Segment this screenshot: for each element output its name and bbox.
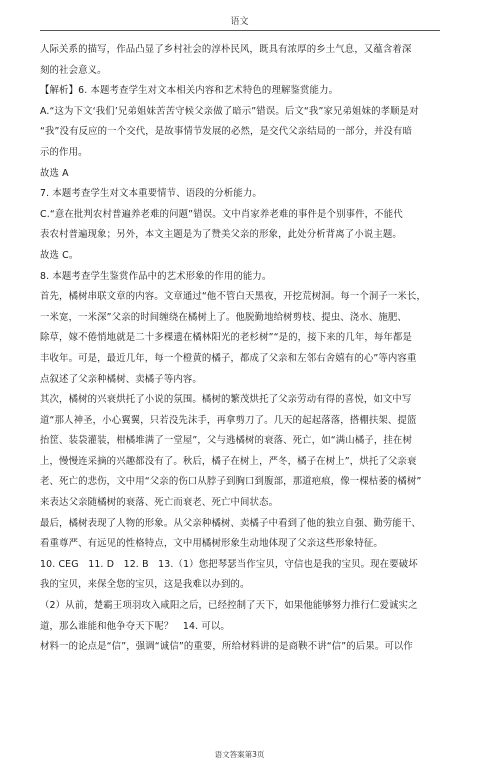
question-heading: 8. 本题考查学生鉴赏作品中的艺术形象的作用的能力。 xyxy=(40,270,272,282)
text-line: 抬筐、装袋灌装，柑橘堆满了一堂屋”，父与逃橘树的衰落、死亡，如“满山橘子，挂在树 xyxy=(40,435,412,447)
analysis-heading: 【解析】6. 本题考查学生对文本相关内容和艺术特色的理解鉴赏能力。 xyxy=(40,85,339,97)
answer-choice: 故选 C。 xyxy=(40,249,79,261)
header-divider xyxy=(40,30,440,31)
text-line: 10. CEG 11. D 12. B 13.（1）您把琴瑟当作宝贝，守信也是我的宝贝。现在要破坏 xyxy=(40,558,418,570)
text-line: 我的宝贝，来保全您的宝贝，这是我难以办到的。 xyxy=(40,579,250,591)
answer-body xyxy=(40,40,440,658)
text-line: 道“那人神圣，小心翼翼，只若没先沫手，再拿剪刀了。几天的起起落落，搭棚扶架、提篮 xyxy=(40,414,417,426)
text-line: 最后，橘树表现了人物的形象。从父亲种橘树、卖橘子中看到了他的独立自强、勤劳能干、 xyxy=(40,517,422,529)
text-line: 道，那么谁能和他争夺天下呢？ 14. 可以。 xyxy=(40,620,230,632)
text-line: （2）从前，楚霸王项羽攻入咸阳之后，已经控制了天下，如果他能够努力推行仁爱诚实之 xyxy=(40,600,418,612)
answer-choice: 故选 A xyxy=(40,167,69,179)
text-line: C.“意在批判农村普遍养老难的问题”错误。文中肖家养老难的事件是个别事件，不能代 xyxy=(40,208,403,220)
text-line: 人际关系的描写，作品凸显了乡村社会的淳朴民风，既具有浓厚的乡土气息，又蕴含着深 xyxy=(40,44,412,55)
page-footer: 语文答案第3页 xyxy=(214,750,265,759)
question-heading: 7. 本题考查学生对文本重要情节、语段的分析能力。 xyxy=(40,188,262,200)
text-line: 刻的社会意义。 xyxy=(40,64,107,76)
text-line: A.“这为下文‘我们’兄弟姐妹苦苦守候父亲做了暗示”错误。后文“我”家兄弟姐妹的孝顺是对 xyxy=(40,105,419,117)
text-line: 除草，嫁不倦悄地就是二十多棵遗在橘林阳光的老杉树”“是的，接下来的几年，每年都是 xyxy=(40,332,412,344)
text-line: “我”没有反应的一个交代，是故事情节发展的必然，是交代父亲结局的一部分，并没有暗 xyxy=(40,126,412,138)
text-line: 来表达父亲随橘树的衰落、死亡而衰老、死亡中间状态。 xyxy=(40,497,279,509)
page-header: 语文 xyxy=(230,17,249,27)
text-line: 首先，橘树串联文章的内容。文章通过“他不管白天黑夜，开挖荒树洞。每一个洞子一米长， xyxy=(40,291,427,303)
text-line: 材料一的论点是“信”，强调“诚信”的重要，所给材料讲的是商鞅不讲“信”的后果。可以作 xyxy=(40,641,413,653)
text-line: 一米宽，一米深”父亲的时间缠绕在橘树上了。他脱勤地给树剪枝、提虫、浇水、施肥、 xyxy=(40,311,407,323)
text-line: 其次，橘树的兴衰烘托了小说的氛围。橘树的繁茂烘托了父亲劳动有得的喜悦，如文中写 xyxy=(40,394,412,406)
text-line: 丰收年。可是，最近几年，每一个橙黄的橘子，都成了父亲和左邻右舍嬉有的心”等内容重 xyxy=(40,352,417,364)
text-line: 点叙述了父亲种橘树、卖橘子等内容。 xyxy=(40,373,202,385)
text-line: 表农村普遍现象；另外，本文主题是为了赞美父亲的形象，此处分析背离了小说主题。 xyxy=(40,229,402,241)
text-line: 上，慢慢连采摘的兴趣都没有了。秋后，橘子在树上，严冬，橘子在树上”，烘托了父亲衰 xyxy=(40,455,417,467)
text-line: 看重尊严、有远见的性格特点，文中用橘树形象生动地体现了父亲这些形象特征。 xyxy=(40,538,383,550)
text-line: 示的作用。 xyxy=(40,146,88,158)
text-line: 老、死亡的悲伤，文中用“父亲的伤口从脖子到胸口到腹部，那道疤痕，像一棵枯萎的橘树” xyxy=(40,476,422,488)
